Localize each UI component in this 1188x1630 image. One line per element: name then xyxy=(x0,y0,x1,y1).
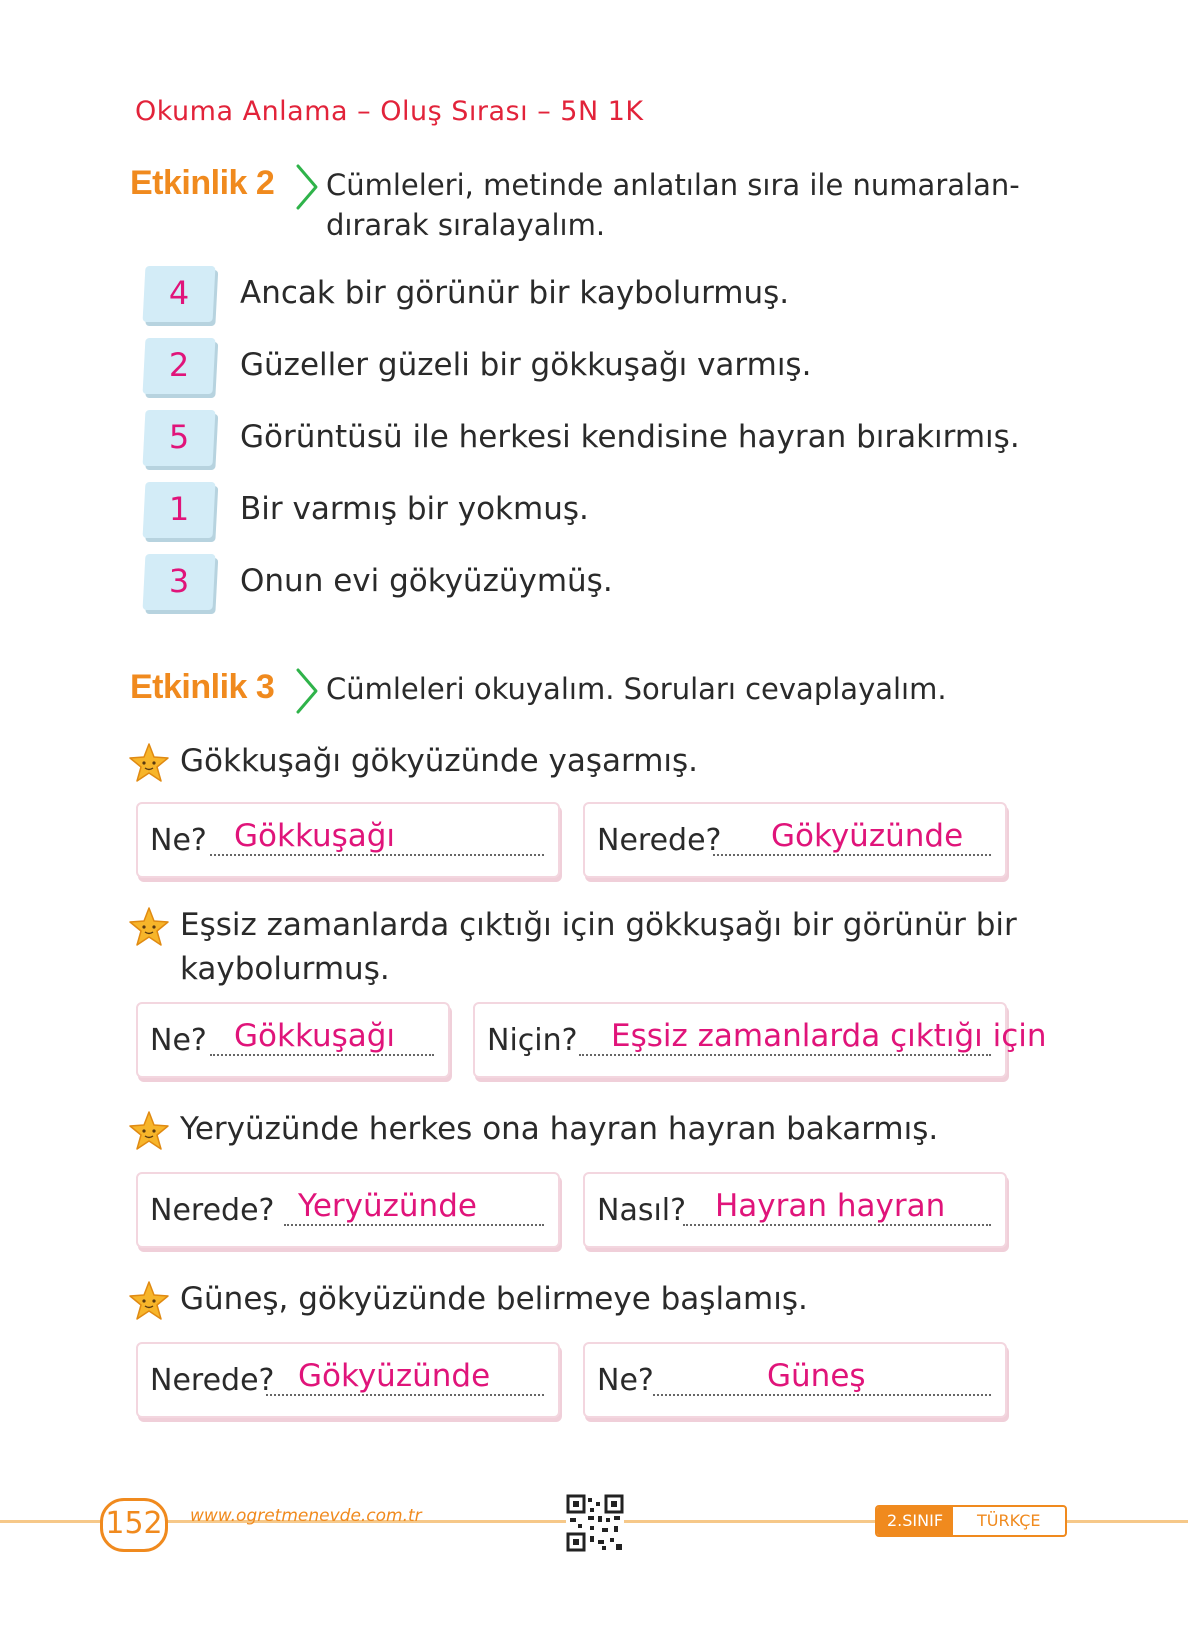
qr-code-icon xyxy=(566,1494,624,1552)
answer-text[interactable]: Gökyüzünde xyxy=(298,1358,491,1394)
order-sentence: Ancak bir görünür bir kaybolurmuş. xyxy=(240,275,790,311)
order-number: 1 xyxy=(168,490,190,528)
star-icon xyxy=(128,1110,170,1152)
answer-text[interactable]: Yeryüzünde xyxy=(298,1188,477,1224)
order-number-box[interactable] xyxy=(143,410,216,466)
answer-box[interactable] xyxy=(473,1002,1047,1078)
answer-text[interactable]: Gökkuşağı xyxy=(234,1018,396,1054)
activity-3-title: Etkinlik 3 xyxy=(130,668,275,706)
order-number: 3 xyxy=(168,562,190,600)
answer-dotted-line xyxy=(210,1054,434,1056)
question-sentence: Güneş, gökyüzünde belirmeye başlamış. xyxy=(180,1281,808,1317)
answer-text[interactable]: Hayran hayran xyxy=(715,1188,946,1224)
question-label: Nerede? xyxy=(150,1363,275,1398)
chevron-icon xyxy=(292,162,322,212)
order-number-box[interactable] xyxy=(143,266,216,322)
order-number: 5 xyxy=(168,418,190,456)
answer-dotted-line xyxy=(210,854,544,856)
answer-box[interactable] xyxy=(583,1172,1007,1248)
order-number-box[interactable] xyxy=(143,338,216,394)
answer-dotted-line xyxy=(653,1394,991,1396)
grade-label: 2.SINIF xyxy=(877,1507,953,1535)
activity-2-instruction-line2: dırarak sıralayalım. xyxy=(326,208,606,242)
subject-label: TÜRKÇE xyxy=(977,1511,1041,1530)
grade-subject-badge xyxy=(875,1505,1067,1537)
star-icon xyxy=(128,906,170,948)
star-icon xyxy=(128,742,170,784)
order-sentence: Bir varmış bir yokmuş. xyxy=(240,491,589,527)
question-sentence-line2: kaybolurmuş. xyxy=(180,951,390,987)
order-number-box[interactable] xyxy=(143,482,216,538)
question-sentence: Yeryüzünde herkes ona hayran hayran bakarmış. xyxy=(180,1111,939,1147)
question-sentence: Eşsiz zamanlarda çıktığı için gökkuşağı bir görünür bir xyxy=(180,907,1017,943)
question-label: Nerede? xyxy=(150,1193,275,1228)
answer-box[interactable] xyxy=(136,802,560,878)
chevron-icon xyxy=(292,666,322,716)
answer-dotted-line xyxy=(284,1224,544,1226)
answer-dotted-line xyxy=(713,854,991,856)
order-sentence: Görüntüsü ile herkesi kendisine hayran bırakırmış. xyxy=(240,419,1020,455)
answer-box[interactable] xyxy=(136,1002,450,1078)
activity-3-instruction: Cümleleri okuyalım. Soruları cevaplayalım. xyxy=(326,672,947,706)
activity-2-title: Etkinlik 2 xyxy=(130,164,275,202)
question-sentence: Gökkuşağı gökyüzünde yaşarmış. xyxy=(180,743,699,779)
answer-text[interactable]: Gökkuşağı xyxy=(234,818,396,854)
question-label: Niçin? xyxy=(487,1023,578,1058)
answer-box[interactable] xyxy=(136,1172,560,1248)
answer-box[interactable] xyxy=(136,1342,560,1418)
answer-text[interactable]: Güneş xyxy=(767,1358,866,1394)
star-icon xyxy=(128,1280,170,1322)
question-label: Ne? xyxy=(597,1363,654,1398)
order-number-box[interactable] xyxy=(143,554,216,610)
activity-2-instruction-line1: Cümleleri, metinde anlatılan sıra ile numaralan- xyxy=(326,168,1020,202)
answer-dotted-line xyxy=(579,1054,991,1056)
answer-text[interactable]: Gökyüzünde xyxy=(771,818,964,854)
order-sentence: Güzeller güzeli bir gökkuşağı varmış. xyxy=(240,347,812,383)
order-sentence: Onun evi gökyüzüymüş. xyxy=(240,563,613,599)
topic-heading: Okuma Anlama – Oluş Sırası – 5N 1K xyxy=(135,96,644,127)
answer-text[interactable]: Eşsiz zamanlarda çıktığı için xyxy=(611,1018,1047,1054)
order-number: 4 xyxy=(168,274,190,312)
question-label: Ne? xyxy=(150,1023,207,1058)
answer-dotted-line xyxy=(683,1224,991,1226)
answer-dotted-line xyxy=(266,1394,544,1396)
question-label: Ne? xyxy=(150,823,207,858)
order-number: 2 xyxy=(168,346,190,384)
answer-box[interactable] xyxy=(583,1342,1007,1418)
page-number: 152 xyxy=(100,1498,168,1552)
question-label: Nasıl? xyxy=(597,1193,687,1228)
answer-box[interactable] xyxy=(583,802,1007,878)
question-label: Nerede? xyxy=(597,823,722,858)
footer-url[interactable]: www.ogretmenevde.com.tr xyxy=(190,1506,422,1526)
